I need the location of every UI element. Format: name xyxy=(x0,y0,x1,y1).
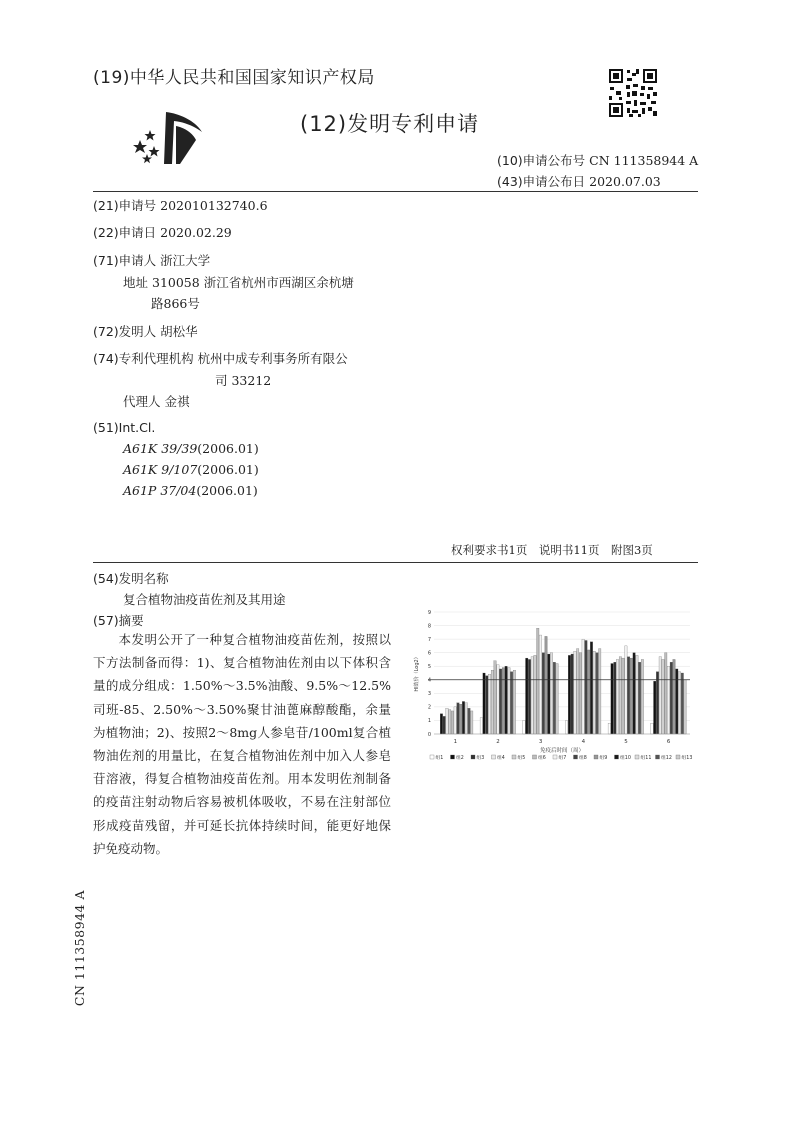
ipc-version: (2006.01) xyxy=(197,441,259,456)
chart-bar xyxy=(510,672,512,734)
chart-bar xyxy=(534,655,536,734)
ipc-code: A61P 37/04 xyxy=(123,483,197,498)
cnipa-logo-icon xyxy=(130,108,206,168)
agent-label: 代理人 xyxy=(123,394,161,409)
chart-bar xyxy=(614,662,616,734)
chart-y-tick-label: 4 xyxy=(427,677,431,684)
chart-legend xyxy=(430,754,692,761)
chart-y-tick-label: 9 xyxy=(427,609,431,616)
chart-legend-label: 组9 xyxy=(599,756,608,761)
page-counts: 权利要求书1页 说明书11页 附图3页 xyxy=(451,543,653,557)
chart-bar xyxy=(443,716,445,734)
chart-bar xyxy=(571,654,573,734)
chart-bar xyxy=(656,672,658,734)
inventor xyxy=(93,322,198,340)
chart-bar xyxy=(638,662,640,734)
chart-bars xyxy=(440,628,686,734)
chart-legend-label: 组11 xyxy=(640,756,652,761)
chart-bar xyxy=(488,674,490,734)
header-divider xyxy=(93,191,698,192)
chart-bar xyxy=(531,657,533,734)
applicant-value: 浙江大学 xyxy=(160,253,211,268)
section-divider xyxy=(93,562,698,563)
application-date-value: 2020.02.29 xyxy=(160,225,232,240)
chart-legend-label: 组2 xyxy=(456,756,464,761)
chart-bar xyxy=(587,650,589,734)
chart-y-axis-label: HI效价（Log2） xyxy=(414,654,420,692)
chart-bar xyxy=(451,711,453,734)
chart-x-axis-label: 免疫后时间（周） xyxy=(539,748,585,754)
patent-agency-label: (74)专利代理机构 xyxy=(93,351,194,366)
application-number xyxy=(93,196,268,214)
chart-y-tick-label: 3 xyxy=(427,691,431,698)
chart-y-tick-label: 8 xyxy=(427,623,431,630)
chart-legend-swatch xyxy=(615,755,619,759)
chart-legend-label: 组4 xyxy=(497,756,505,761)
chart-bar xyxy=(608,723,610,734)
chart-x-tick-label: 4 xyxy=(581,739,586,745)
patent-agency-line-1: 杭州中成专利事务所有限公 xyxy=(197,351,348,366)
publication-date xyxy=(497,172,661,190)
application-date-label: (22)申请日 xyxy=(93,225,157,240)
chart-bar xyxy=(468,708,470,734)
chart-y-tick-label: 0 xyxy=(427,731,431,738)
publication-number xyxy=(497,151,698,169)
chart-bar xyxy=(667,666,669,734)
chart-bar xyxy=(665,653,667,734)
chart-bar xyxy=(590,642,592,734)
invention-title: 复合植物油疫苗佐剂及其用途 xyxy=(123,592,286,607)
chart-bar xyxy=(548,654,550,734)
chart-bar xyxy=(574,651,576,734)
chart-bar xyxy=(542,653,544,734)
publication-number-label: (10)申请公布号 xyxy=(497,153,586,168)
publication-date-value: 2020.07.03 xyxy=(589,174,661,189)
chart-bar xyxy=(593,651,595,734)
chart-legend-label: 组10 xyxy=(620,756,631,761)
inventor-value: 胡松华 xyxy=(160,324,198,339)
chart-bar xyxy=(596,653,598,734)
chart-bar xyxy=(505,666,507,734)
address-line-2: 路866号 xyxy=(151,296,200,311)
chart-bar xyxy=(673,659,675,734)
chart-bar xyxy=(459,704,461,734)
qr-code-icon xyxy=(607,67,659,119)
agent xyxy=(123,392,190,410)
chart-legend-swatch xyxy=(594,755,598,759)
chart-bar xyxy=(582,639,584,734)
chart-legend-swatch xyxy=(656,755,660,759)
chart-bar xyxy=(627,657,629,734)
chart-legend-swatch xyxy=(553,755,557,759)
chart-legend-swatch xyxy=(492,755,496,759)
chart-bar xyxy=(502,668,504,734)
chart-legend-label: 组1 xyxy=(435,756,444,761)
chart-bar xyxy=(619,657,621,734)
chart-bar xyxy=(633,653,635,734)
ipc-code: A61K 9/107 xyxy=(123,462,198,477)
chart-bar xyxy=(630,658,632,734)
chart-bar xyxy=(470,711,472,734)
address-line-1: 310058 浙江省杭州市西湖区余杭塘 xyxy=(152,275,354,290)
ipc-version: (2006.01) xyxy=(197,462,259,477)
abstract-text xyxy=(93,628,391,860)
chart-bar xyxy=(526,658,528,734)
chart-bar xyxy=(651,723,653,734)
chart-bar xyxy=(616,659,618,734)
patent-agency xyxy=(93,349,348,367)
chart-x-tick-label: 6 xyxy=(666,739,671,745)
chart-bar xyxy=(483,673,485,734)
chart-bar xyxy=(550,653,552,734)
chart-bar xyxy=(486,676,488,734)
ipc-entry xyxy=(123,462,259,477)
chart-bar xyxy=(545,636,547,734)
patent-agency-line-2: 司 33212 xyxy=(215,373,272,388)
chart-bar xyxy=(662,659,664,734)
chart-x-tick-label: 2 xyxy=(496,739,500,745)
side-publication-number: CN 111358944 A xyxy=(72,890,87,1007)
chart-bar xyxy=(556,664,558,734)
chart-bar xyxy=(678,672,680,734)
chart-bar xyxy=(611,664,613,734)
chart-bar xyxy=(440,714,442,734)
chart-bar xyxy=(622,658,624,734)
chart-bar xyxy=(636,655,638,734)
chart-legend-swatch xyxy=(430,755,434,759)
chart-bar xyxy=(446,708,448,734)
chart-y-tick-label: 1 xyxy=(427,718,431,725)
chart-legend-swatch xyxy=(574,755,578,759)
inventor-label: (72)发明人 xyxy=(93,324,157,339)
applicant xyxy=(93,251,210,269)
application-number-label: (21)申请号 xyxy=(93,198,157,213)
applicant-label: (71)申请人 xyxy=(93,253,157,268)
chart-bar xyxy=(480,718,482,734)
chart-bar xyxy=(684,680,686,734)
chart-legend-label: 组3 xyxy=(476,756,485,761)
chart-bar xyxy=(598,649,600,734)
ipc-version: (2006.01) xyxy=(196,483,258,498)
chart-y-tick-label: 7 xyxy=(427,636,431,643)
chart-bar xyxy=(494,661,496,734)
chart-bar xyxy=(654,681,656,734)
chart-x-tick-label: 1 xyxy=(453,739,458,745)
ipc-entry xyxy=(123,483,258,498)
chart-bar xyxy=(539,635,541,734)
document-type: (12)发明专利申请 xyxy=(300,112,480,136)
chart-legend-label: 组6 xyxy=(538,756,546,761)
title-label: (54)发明名称 xyxy=(93,571,169,586)
chart-bar xyxy=(585,640,587,734)
ipc-entry xyxy=(123,441,259,456)
chart-x-tick-label: 3 xyxy=(538,739,543,745)
chart-bar xyxy=(681,673,683,734)
chart-bar xyxy=(499,669,501,734)
chart-legend-label: 组7 xyxy=(558,756,567,761)
chart-bar xyxy=(565,720,567,734)
chart-bar xyxy=(676,669,678,734)
chart-legend-swatch xyxy=(635,755,639,759)
chart-x-tick-label: 5 xyxy=(624,739,628,745)
abstract-label: (57)摘要 xyxy=(93,613,144,628)
chart-bar xyxy=(625,646,627,734)
chart-bar xyxy=(568,655,570,734)
abstract-body: 本发明公开了一种复合植物油疫苗佐剂，按照以下方法制备而得：1)、复合植物油佐剂由以下体积含量的成分组成：1.50%～3.5%油酸、9.5%～12.5%司班-85、2.50%～3.50%聚甘油蓖麻醇酸酯，余量为植物油；2)、按照2～8mg人参皂苷/100ml复合植物油佐剂的用量比，在复合植物油佐剂中加入人参皂苷溶液，得复合植物油疫苗佐剂。用本发明佐剂制备的疫苗注射动物后容易被机体吸收，不易在注射部位形成疫苗残留，并可延长抗体持续时间，能更好地保护免疫动物。 xyxy=(93,632,391,856)
chart-bar xyxy=(528,659,530,734)
chart-bar xyxy=(454,707,456,734)
chart-y-tick-label: 5 xyxy=(427,664,431,671)
chart-bar xyxy=(508,668,510,734)
chart-bar xyxy=(465,703,467,734)
application-number-value: 202010132740.6 xyxy=(160,198,268,213)
chart-legend-swatch xyxy=(533,755,537,759)
chart-y-tick-label: 2 xyxy=(427,704,431,711)
int-cl-label: (51)Int.Cl. xyxy=(93,420,156,435)
chart-legend-swatch xyxy=(451,755,455,759)
application-date xyxy=(93,223,232,241)
chart-legend-label: 组12 xyxy=(661,756,672,761)
chart-bar xyxy=(553,662,555,734)
chart-y-tick-label: 6 xyxy=(427,650,431,657)
hi-titer-bar-chart xyxy=(398,606,698,776)
chart-bar xyxy=(537,628,539,734)
publication-date-label: (43)申请公布日 xyxy=(497,174,586,189)
chart-bar xyxy=(579,653,581,734)
office-name: (19)中华人民共和国国家知识产权局 xyxy=(93,68,375,88)
address xyxy=(123,273,354,291)
chart-bar xyxy=(576,649,578,734)
chart-bar xyxy=(523,720,525,734)
chart-bar xyxy=(670,662,672,734)
chart-legend-label: 组5 xyxy=(517,756,526,761)
chart-legend-label: 组13 xyxy=(681,756,693,761)
chart-legend-swatch xyxy=(471,755,475,759)
ipc-code: A61K 39/39 xyxy=(123,441,198,456)
chart-bar xyxy=(497,665,499,734)
chart-bar xyxy=(457,703,459,734)
chart-legend-swatch xyxy=(512,755,516,759)
publication-number-value: CN 111358944 A xyxy=(589,153,699,168)
chart-legend-swatch xyxy=(676,755,680,759)
agent-value: 金祺 xyxy=(164,394,190,409)
chart-bar xyxy=(448,710,450,734)
chart-bar xyxy=(641,659,643,734)
chart-bar xyxy=(659,657,661,734)
chart-legend-label: 组8 xyxy=(579,756,587,761)
address-label: 地址 xyxy=(123,275,149,290)
chart-bar xyxy=(462,701,464,734)
